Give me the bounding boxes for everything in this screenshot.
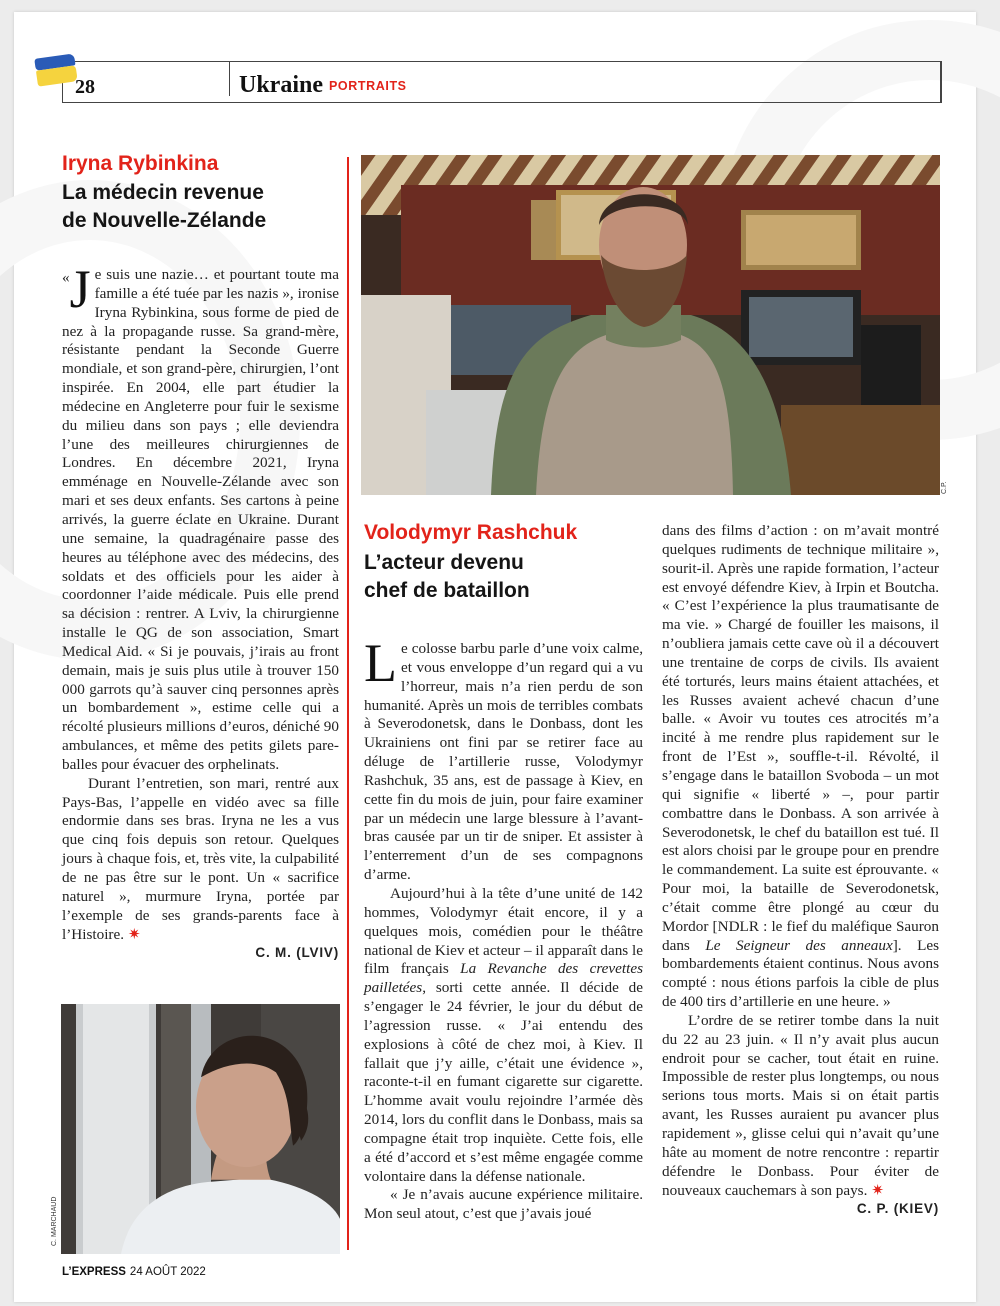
article2-body-col2	[662, 522, 939, 1219]
article1-paragraph	[62, 259, 339, 775]
article2-paragraph	[662, 522, 939, 1012]
section-subtitle: PORTRAITS	[329, 79, 407, 93]
article2-paragraph	[364, 1186, 643, 1224]
article1-title	[62, 179, 266, 235]
article2-title	[364, 549, 530, 605]
article1-title-line2: de Nouvelle-Zélande	[62, 209, 267, 232]
article2-p3-start: « Je n’avais aucune expérience militaire. Mon seul atout, c’est que j’avais joué	[364, 1186, 643, 1223]
end-mark-icon: ✷	[128, 925, 141, 943]
article1-paragraph	[62, 775, 339, 945]
article2-title-line1: L’acteur devenu	[364, 551, 524, 574]
article2-p1: e colosse barbu parle d’une voix calme, et vous enveloppe d’un regard qui a vu l’horreur, mais n’a rien perdu de son humanité. Après un mois de terribles combats à Severodonetsk, dans le Donbass, dont les Ukrainiens ont fini par se retirer face au déluge de l’artillerie russe, Volodymyr Rashchuk, 35 ans, est de passage à Kiev, en cette fin du mois de juin, pour faire examiner par un médecin une large blessure à l’avant-bras causée par un tir de sniper. Et assister à l’enterrement d’un de ses compagnons d’arme.	[364, 640, 643, 884]
article2-paragraph	[662, 1012, 939, 1200]
end-mark-icon: ✷	[871, 1181, 885, 1199]
article1-p1: e suis une nazie… et pourtant toute ma famille a été tuée par les nazis », ironise Iryna Rybinkina, sous forme de pied de nez à la propagande russe. Sa grand-mère, résistante pendant la Seconde Guerre mondiale, et son grand-père, chirurgien, l’ont inspirée. En 2004, elle part étudier la médecine en Angleterre pour fuir le sexisme du milieu dans son pays ; elle deviendra l’une des meilleures chirurgiennes de Londres. En décembre 2021, Iryna emménage en Nouvelle-Zélande avec son mari et ses deux enfants. Ses cartons à peine arrivés, la guerre éclate en Ukraine. Durant une semaine, la quadragénaire passe des heures au téléphone avec des médecins, des soldats et des officiels pour les aider à coordonner l’aide médicale. Puis elle prend sa décision : rentrer. A Lviv, la chirurgienne installe le QG de son association, Smart Medical Aid. « Si je pouvais, j’irais au front demain, mais je suis plus utile à trouver 150 000 garrots qu’à sauver cinq personnes après un bombardement », estime celle qui a récolté plusieurs millions d’euros, déniché 90 ambulances, et même des petits gilets pare-balles pour évacuer des orphelinats.	[62, 266, 339, 773]
article2-p2-a: Aujourd’hui à la tête d’une unité de 142 hommes, Volodymyr était encore, il y a quelques mois, comédien pour le théâtre national de Kiev et acteur – il apparaît dans le film français	[364, 884, 643, 978]
book-title: Le Seigneur des anneaux	[705, 936, 893, 954]
publication-name: L’EXPRESS	[62, 1266, 126, 1278]
article2-p3-cont-a: dans des films d’action : on m’avait montré quelques rudiments de technique militaire », sourit-il. Après une rapide formation, l’acteur est envoyé défendre Kiev, à Irpin et Boutcha. « C’est l’expérience la plus traumatisante de ma vie. » Chargé de fouiller les maisons, il n’oubliera jamais cette cave où il a découvert une trentaine de corps de civils. Ils avaient été torturés, leurs mains étaient attachées, et les Russes avaient achevé chacun d’une balle. « Avoir vu toutes ces atrocités m’a incité à me rendre plus rapidement sur le front de l’Est », souffle-t-il. Révolté, il s’engage dans le bataillon Svoboda – un mot qui signifie « liberté » –, pour partir combattre dans le Donbass. A son arrivée à Severodonetsk, le chef du bataillon est tué. Il est alors choisi par le groupe pour en prendre le commandement. La suite est éprouvante. « Pour moi, la bataille de Severodonetsk, c’était comme être plongé au cœur du Mordor [NDLR : le fief du maléfique Sauron dans	[662, 522, 939, 954]
page-number: 28	[75, 76, 95, 98]
article2-p4: L’ordre de se retirer tombe dans la nuit du 22 au 23 juin. « Il n’y avait plus aucun endroit pour se cacher, tout était en ruine. Impossible de rester plus longtemps, ou nous serions tous morts. Mais si on était partis avant, les Russes auraient pu avancer plus rapidement », glisse celui qui n’avait qu’une hâte au moment de notre rencontre : repartir défendre le Donbass. Pour éviter de nouveaux cauchemars à son pays.	[662, 1011, 939, 1199]
article2-p2-b: , sorti cette année. Il décide de s’engager le 24 février, le jour du début de l’agression russe. « J’ai entendu des explosions à côté de chez moi, à Kiev. Il fallait que j’y aille, c’était une évidence », raconte-t-il en fumant cigarette sur cigarette. L’homme avait voulu rejoindre l’armée dès 2014, lors du conflit dans le Donbass, mais sa compagne était trop inquiète. Cette fois, elle a été d’accord et s’est même engagée comme volontaire dans la défense nationale.	[364, 979, 643, 1185]
section-name: Ukraine	[239, 72, 323, 98]
article1-title-line1: La médecin revenue	[62, 181, 264, 204]
article2-title-line2: chef de bataillon	[364, 579, 530, 602]
publication-date: 24 AOÛT 2022	[129, 1266, 206, 1278]
article1-body	[62, 259, 339, 963]
photo-credit-marchaud: C. MARCHAUD	[51, 1196, 58, 1246]
article1-name: Iryna Rybinkina	[62, 152, 219, 175]
article1-p2: Durant l’entretien, son mari, rentré aux Pays-Bas, l’appelle en vidéo avec sa fille endormie dans ses bras. Iryna ne les a vus que cinq fois depuis son retour. Quelques jours à chaque fois, et, très vite, la culpabilité de ne pas être sur le pont. Un « sacrifice naturel », murmure Iryna, portée par l’exemple de ses grands-parents face à l’Histoire.	[62, 774, 339, 943]
article2-paragraph	[364, 633, 643, 885]
film-title: La Revanche des crevettes pailletées	[364, 960, 643, 997]
column-divider	[347, 157, 349, 1250]
iryna-rybinkina-photo	[61, 1004, 340, 1254]
volodymyr-rashchuk-photo	[361, 155, 940, 495]
article2-p3-cont-b: ]. Les bombardements étaient continus. Nous avons compté : nous étions parfois la cible de plus de 400 tirs d’artillerie en une heure. »	[662, 936, 939, 1011]
article1-signature	[62, 944, 339, 963]
article2-signature	[662, 1200, 939, 1219]
article2-byline: C. P. (KIEV)	[856, 1201, 939, 1217]
quote-mark: «	[62, 269, 70, 286]
header-divider	[229, 62, 230, 96]
page-header	[62, 61, 942, 103]
ukraine-flag-icon	[34, 53, 78, 86]
dropcap: J	[69, 259, 91, 319]
article2-paragraph	[364, 885, 643, 1187]
section-title	[239, 72, 407, 99]
dropcap: L	[364, 633, 397, 693]
portrait-man-image	[361, 155, 940, 495]
article2-name: Volodymyr Rashchuk	[364, 521, 578, 544]
portrait-woman-image	[61, 1004, 340, 1254]
article1-byline: C. M. (LVIV)	[255, 945, 339, 961]
article2-body-col1	[364, 633, 643, 1224]
page-footer	[62, 1266, 206, 1278]
photo-credit-cp: C.P.	[941, 481, 948, 494]
